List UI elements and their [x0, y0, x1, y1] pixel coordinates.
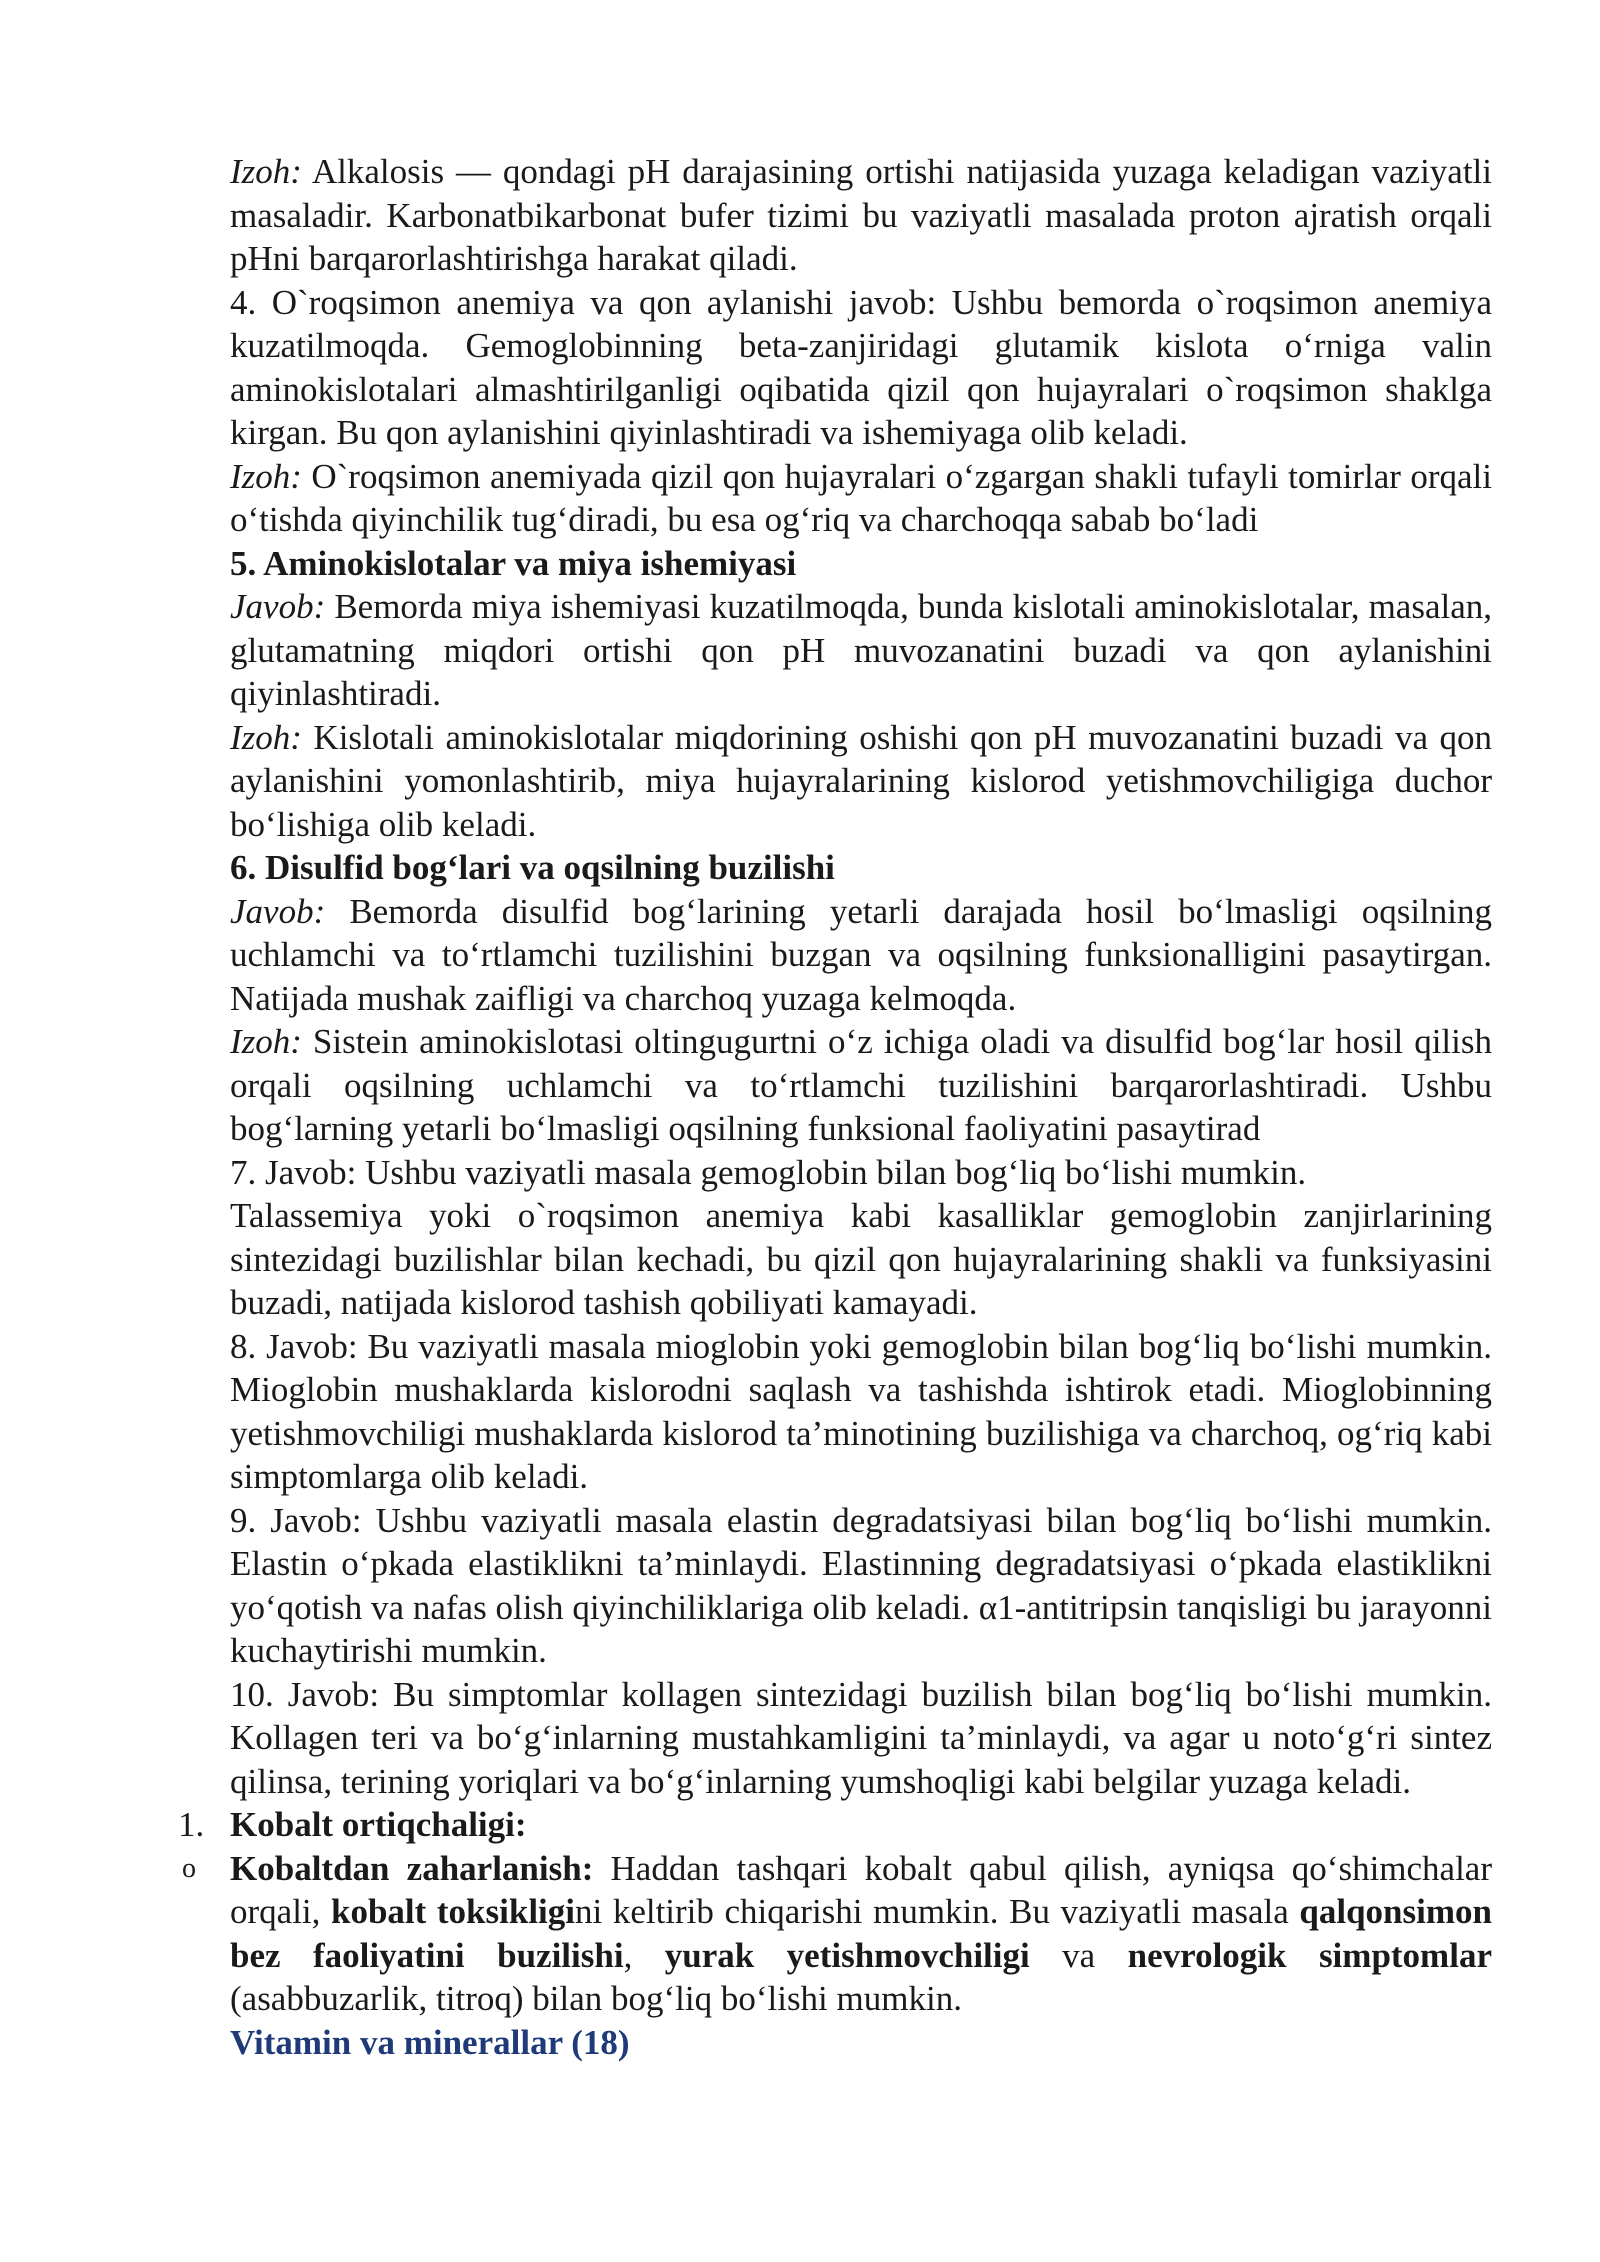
bullet-marker: o: [182, 1852, 196, 1884]
section-heading-vitamins: Vitamin va minerallar (18): [230, 2022, 630, 2062]
izoh-label: Izoh:: [230, 456, 302, 496]
paragraph-text: Sistein aminokislotasi oltingugurtni o‘z ichiga oladi va disulfid bog‘lar hosil qilish orqali oqsilning uchlamchi va to‘rtlamchi tuzilishini barqarorlashtiradi. Ushbu bog‘larning yetarli bo‘lmasligi oqsilning funksional faoliyatini pasaytirad: [230, 1022, 1492, 1148]
paragraph-izoh-5: [230, 716, 1492, 847]
paragraph-text: Kislotali aminokislotalar miqdorining oshishi qon pH muvozanatini buzadi va qon aylanishini yomonlashtirib, miya hujayralarining kislorod yetishmovchiligiga duchor bo‘lishiga olib keladi.: [230, 717, 1492, 844]
paragraph-text: O`roqsimon anemiyada qizil qon hujayralari o‘zgargan shakli tufayli tomirlar orqali o‘tishda qiyinchilik tug‘diradi, bu esa og‘riq va charchoqqa sabab bo‘ladi: [230, 456, 1492, 539]
text-run: (asabbuzarlik, titroq) bilan bog‘liq bo‘lishi mumkin.: [230, 1979, 962, 2018]
numbered-list-item: [178, 1803, 1492, 1847]
list-item-title: Kobalt ortiqchaligi:: [230, 1805, 527, 1844]
text-run: ni keltirib chiqarishi mumkin. Bu vaziyatli masala: [575, 1892, 1300, 1931]
heading-5: 5. Aminokislotalar va miya ishemiyasi: [230, 543, 797, 583]
javob-label: Javob:: [230, 587, 326, 626]
paragraph-answer-4: [230, 281, 1492, 455]
heading-6: 6. Disulfid bog‘lari va oqsilning buzilishi: [230, 848, 835, 887]
document-page: [178, 150, 1492, 2064]
paragraph-text: Bemorda disulfid bog‘larining yetarli darajada hosil bo‘lmasligi oqsilning uchlamchi va to‘rtlamchi tuzilishini buzgan va oqsilning funksionalligini pasaytirgan. Natijada mushak zaifligi va charchoq yuzaga kelmoqda.: [230, 891, 1492, 1018]
bold-term: qalqonsimon bez faoliyatini buzilishi: [230, 1892, 1492, 1975]
javob-label: Javob:: [230, 891, 326, 931]
izoh-label: Izoh:: [230, 717, 302, 757]
paragraph-javob-6: [230, 890, 1492, 1021]
paragraph-answer-10: 10. Javob: Bu simptomlar kollagen sintezidagi buzilish bilan bog‘liq bo‘lishi mumkin. Kollagen teri va bo‘g‘inlarning mustahkamligini ta’minlaydi, va agar u noto‘g‘ri sintez qilinsa, terining yoriqlari va bo‘g‘inlarning yumshoqligi kabi belgilar yuzaga keladi.: [230, 1674, 1492, 1801]
bullet-paragraph: [230, 1847, 1492, 2021]
izoh-label: Izoh:: [230, 152, 302, 191]
text-run: Haddan tashqari kobalt qabul qilish, ayniqsa qo‘shimchalar orqali,: [230, 1848, 1492, 1931]
text-run: va: [1029, 1935, 1128, 1975]
paragraph-answer-7-line: 7. Javob: Ushbu vaziyatli masala gemoglobin bilan bog‘liq bo‘lishi mumkin.: [230, 1152, 1307, 1192]
paragraph-answer-8: 8. Javob: Bu vaziyatli masala mioglobin yoki gemoglobin bilan bog‘liq bo‘lishi mumkin. Mioglobin mushaklarda kislorodni saqlash va tashishda ishtirok etadi. Mioglobinning yetishmovchiligi mushaklarda kislorod ta’minotining buzilishiga va charchoq, og‘riq kabi simptomlarga olib keladi.: [230, 1326, 1492, 1496]
izoh-label: Izoh:: [230, 1022, 302, 1061]
paragraph-answer-7-body: Talassemiya yoki o`roqsimon anemiya kabi kasalliklar gemoglobin zanjirlarining sintezidagi buzilishlar bilan kechadi, bu qizil qon hujayralarining shakli va funksiyasini buzadi, natijada kislorod tashish qobiliyati kamayadi.: [230, 1196, 1492, 1322]
bold-term: yurak yetishmovchiligi: [664, 1935, 1030, 1975]
list-number: 1.: [178, 1805, 205, 1844]
bold-term: nevrologik simptomlar: [1127, 1935, 1492, 1975]
paragraph-text: 4. O`roqsimon anemiya va qon aylanishi javob: Ushbu bemorda o`roqsimon anemiya kuzatilmoqda. Gemoglobinning beta-zanjiridagi glutamik kislota o‘rniga valin aminokislotalari almashtirilganligi oqibatida qizil qon hujayralari o`roqsimon shaklga kirgan. Bu qon aylanishini qiyinlashtiradi va ishemiyaga olib keladi.: [230, 282, 1492, 452]
bullet-list-item: [182, 1847, 1492, 2021]
paragraph-answer-9: 9. Javob: Ushbu vaziyatli masala elastin degradatsiyasi bilan bog‘liq bo‘lishi mumkin. Elastin o‘pkada elastiklikni ta’minlaydi. Elastinning degradatsiyasi o‘pkada elastiklikni yo‘qotish va nafas olish qiyinchiliklariga olib keladi. α1-antitripsin tanqisligi bu jarayonni kuchaytirishi mumkin.: [230, 1500, 1492, 1670]
paragraph-izoh-6: [230, 1020, 1492, 1151]
bold-term: kobalt toksikligi: [330, 1892, 575, 1931]
paragraph-izoh-alkalosis: [230, 150, 1492, 281]
paragraph-javob-5: [230, 585, 1492, 716]
bold-term: Kobaltdan zaharlanish:: [230, 1848, 594, 1888]
paragraph-izoh-4: [230, 455, 1492, 542]
paragraph-text: Alkalosis — qondagi pH darajasining ortishi natijasida yuzaga keladigan vaziyatli masaladir. Karbonatbikarbonat bufer tizimi bu vaziyatli masalada proton ajratish orqali pHni barqarorlashtirishga harakat qiladi.: [230, 152, 1492, 278]
paragraph-text: Bemorda miya ishemiyasi kuzatilmoqda, bunda kislotali aminokislotalar, masalan, glutamatning miqdori ortishi qon pH muvozanatini buzadi va qon aylanishini qiyinlashtiradi.: [230, 587, 1492, 713]
text-run: ,: [623, 1935, 665, 1975]
